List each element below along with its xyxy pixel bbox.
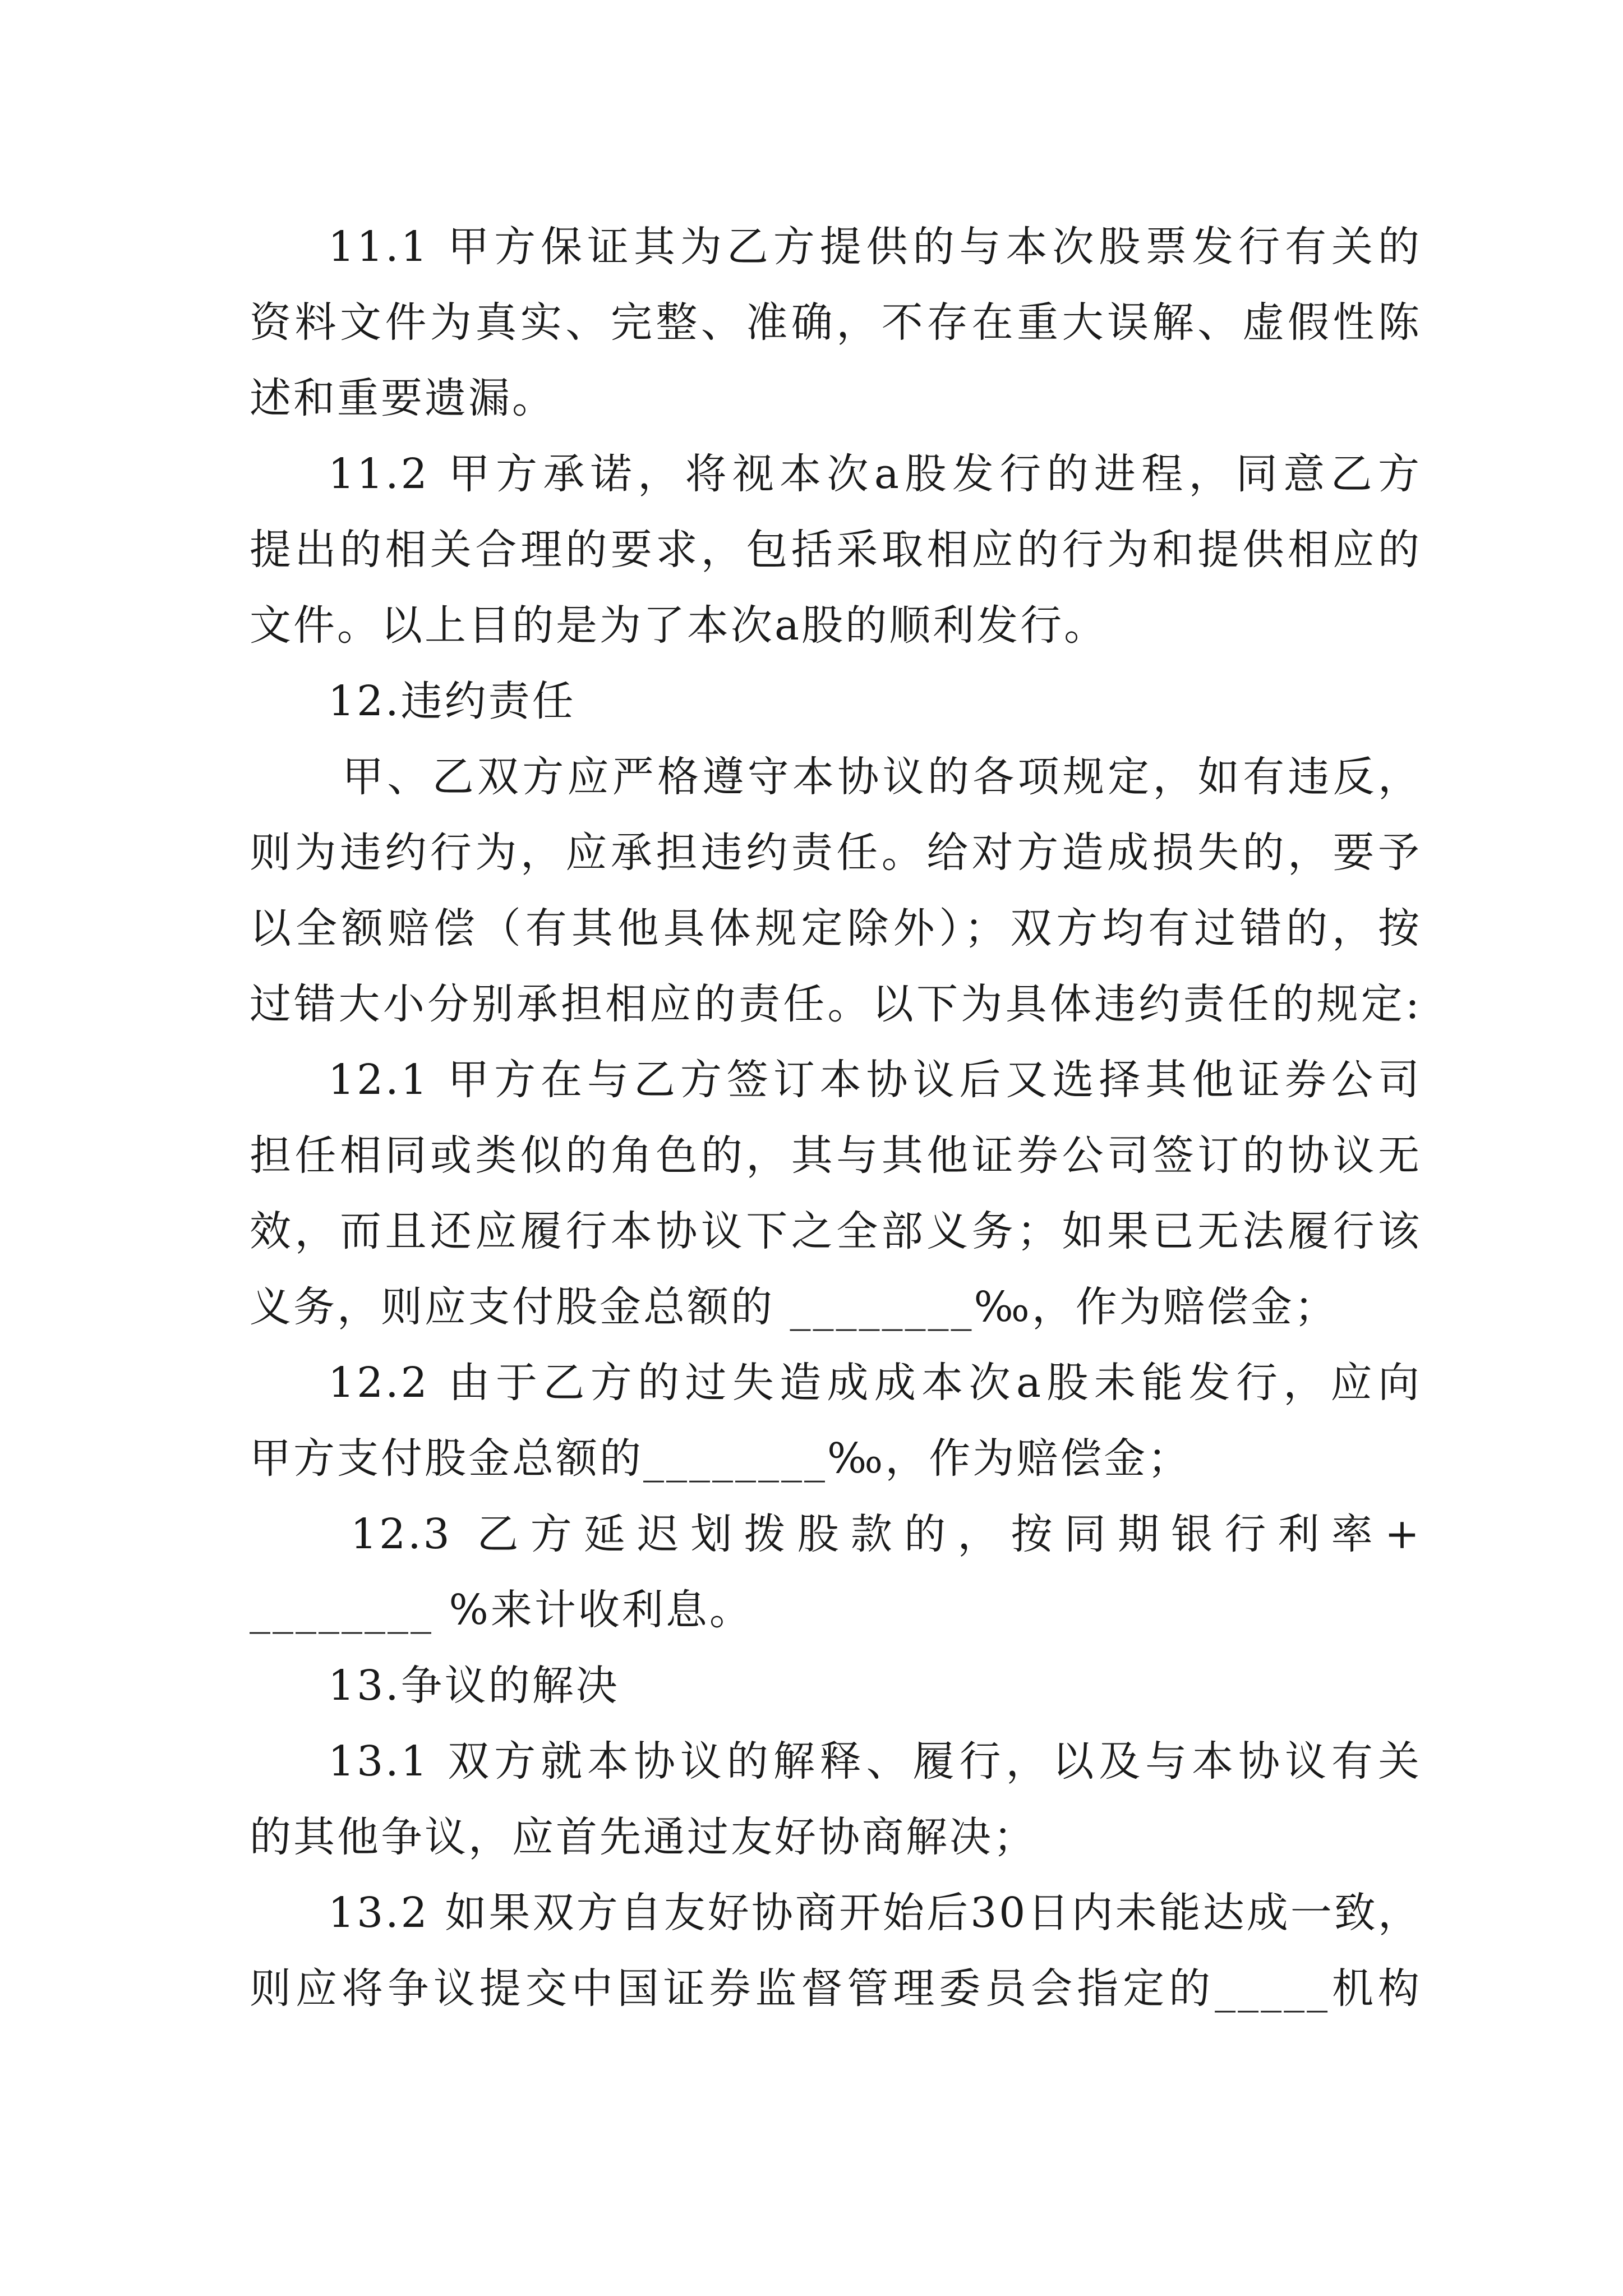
paragraph-line: 甲、乙双方应严格遵守本协议的各项规定，如有违反，: [342, 753, 1422, 801]
paragraph-line: 12.2 由于乙方的过失造成成本次a股未能发行，应向: [328, 1359, 1422, 1407]
paragraph-line: 文件。以上目的是为了本次a股的顺利发行。: [250, 601, 1108, 650]
paragraph-line: ________ %来计收利息。: [250, 1586, 753, 1634]
paragraph-line: 效，而且还应履行本协议下之全部义务；如果已无法履行该: [250, 1207, 1422, 1255]
paragraph-line: 提出的相关合理的要求，包括采取相应的行为和提供相应的: [250, 526, 1422, 574]
paragraph-line: 则为违约行为，应承担违约责任。给对方造成损失的，要予: [250, 829, 1422, 877]
paragraph-line: 担任相同或类似的角色的，其与其他证券公司签订的协议无: [250, 1131, 1422, 1180]
paragraph-line: 13.1 双方就本协议的解释、履行，以及与本协议有关: [328, 1737, 1422, 1786]
paragraph-line: 13.2 如果双方自友好协商开始后30日内未能达成一致，: [328, 1889, 1422, 1937]
paragraph-line: 以全额赔偿（有其他具体规定除外）；双方均有过错的，按: [250, 904, 1422, 953]
paragraph-line: 11.1 甲方保证其为乙方提供的与本次股票发行有关的: [328, 223, 1422, 271]
section-heading: 12.违约责任: [328, 677, 576, 725]
paragraph-line: 述和重要遗漏。: [250, 374, 556, 422]
paragraph-line: 则应将争议提交中国证券监督管理委员会指定的_____机构: [250, 1964, 1422, 2013]
paragraph-line: 资料文件为真实、完整、准确，不存在重大误解、虚假性陈: [250, 298, 1422, 347]
paragraph-line: 义务，则应支付股金总额的 ________‰，作为赔偿金；: [250, 1283, 1338, 1331]
paragraph-line: 12.1 甲方在与乙方签订本协议后又选择其他证券公司: [328, 1056, 1422, 1104]
paragraph-line: 甲方支付股金总额的________‰，作为赔偿金；: [250, 1434, 1192, 1483]
paragraph-line: 11.2 甲方承诺，将视本次a股发行的进程，同意乙方: [328, 450, 1422, 498]
section-heading: 13.争议的解决: [328, 1662, 620, 1710]
paragraph-line: 过错大小分别承担相应的责任。以下为具体违约责任的规定:: [250, 980, 1422, 1028]
paragraph-line: 的其他争议，应首先通过友好协商解决；: [250, 1813, 1037, 1861]
paragraph-line: 12.3 乙方延迟划拨股款的，按同期银行利率+: [351, 1510, 1422, 1558]
